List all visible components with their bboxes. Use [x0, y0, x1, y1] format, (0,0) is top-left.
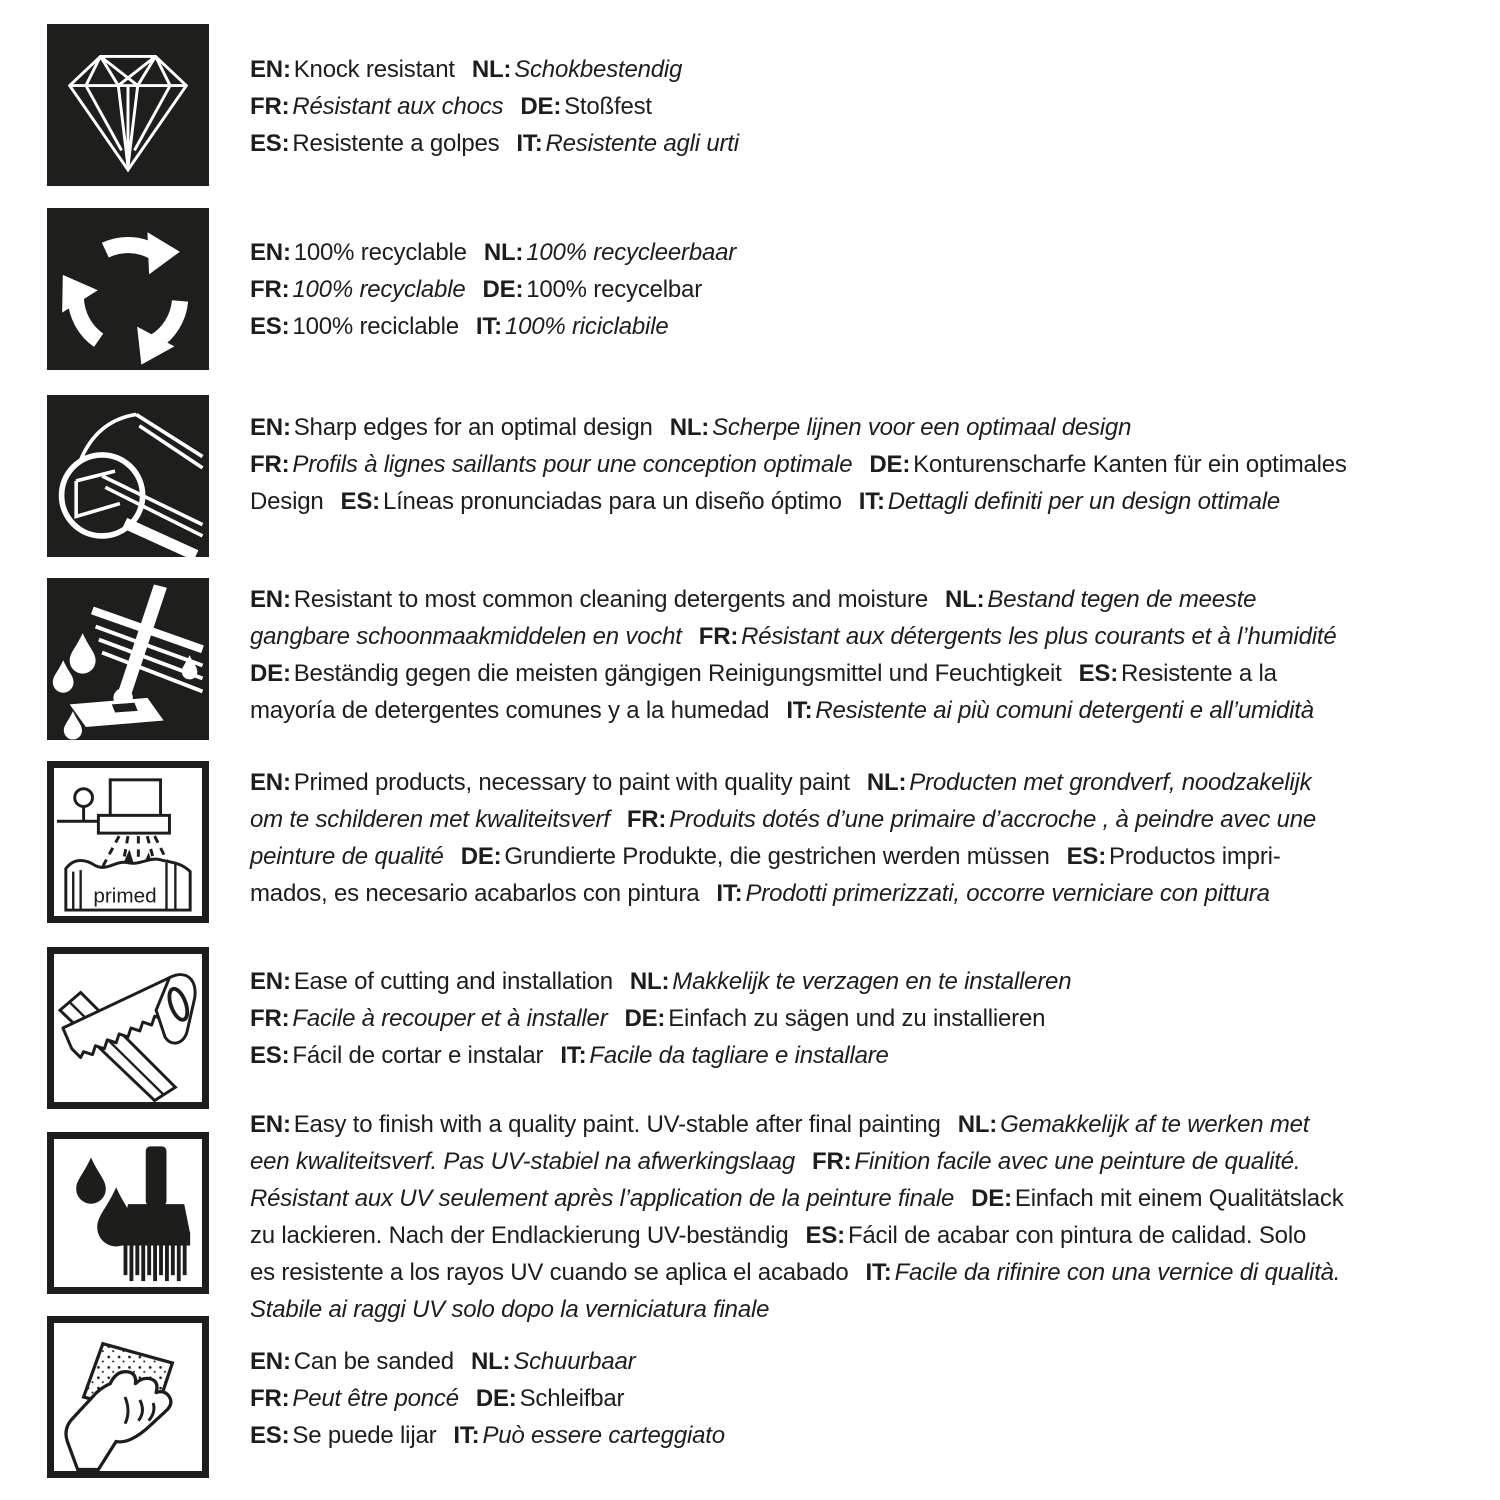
language-chunk [250, 806, 610, 833]
language-label: EN: [250, 239, 291, 266]
language-text: Facile à recouper et à installer [292, 1005, 608, 1032]
language-label: DE: [869, 451, 911, 478]
language-text: Finition facile avec une peinture de qualité. [854, 1148, 1301, 1175]
feature-text-easy-finish [250, 1106, 1344, 1328]
language-chunk [250, 769, 850, 796]
language-text: mayoría de detergentes comunes y a la humedad [250, 697, 770, 724]
language-label: ES: [1066, 843, 1107, 870]
language-text: Dettagli definiti per un design ottimale [887, 488, 1281, 515]
primed-label: primed [93, 884, 157, 908]
language-chunk [866, 1259, 1341, 1286]
language-text: gangbare schoonmaakmiddelen en vocht [250, 623, 682, 650]
text-line [250, 1143, 1344, 1180]
language-label: FR: [250, 1385, 290, 1412]
text-line [250, 51, 739, 88]
language-text: mados, es necesario acabarlos con pintura [250, 880, 700, 907]
text-line [250, 655, 1337, 692]
language-label: EN: [250, 1348, 291, 1375]
language-chunk [484, 239, 736, 266]
language-text: Fácil de cortar e instalar [292, 1042, 544, 1069]
language-label: NL: [470, 1348, 511, 1375]
language-label: DE: [460, 843, 502, 870]
language-text: Produits dotés d’une primaire d’accroche , à peindre avec une [669, 806, 1317, 833]
language-chunk [250, 1111, 941, 1138]
language-text: Prodotti primerizzati, occorre verniciare con pittura [745, 880, 1270, 907]
language-chunk [867, 769, 1312, 796]
language-chunk [520, 93, 652, 120]
language-chunk [250, 276, 466, 303]
language-label: ES: [805, 1222, 845, 1249]
language-label: EN: [250, 769, 291, 796]
language-label: FR: [250, 93, 290, 120]
language-chunk [250, 880, 699, 907]
language-text: Facile da tagliare e installare [589, 1042, 889, 1069]
language-text: om te schilderen met kwaliteitsverf [250, 806, 610, 833]
text-line [250, 88, 739, 125]
language-text: Résistant aux UV seulement après l’application de la peinture finale [250, 1185, 955, 1212]
language-text: Scherpe lijnen voor een optimaal design [712, 414, 1132, 441]
language-label: EN: [250, 1111, 291, 1138]
language-text: Fácil de acabar con pintura de calidad. Solo [847, 1222, 1307, 1249]
text-line [250, 1037, 1071, 1074]
language-text: Resistente a la [1121, 660, 1277, 687]
language-label: IT: [475, 313, 502, 340]
language-label: IT: [858, 488, 885, 515]
language-chunk [250, 1296, 769, 1323]
language-text: Schuurbaar [513, 1348, 636, 1375]
language-chunk [516, 130, 739, 157]
language-chunk [250, 1148, 795, 1175]
language-chunk [250, 414, 653, 441]
language-chunk [476, 313, 669, 340]
language-chunk [250, 130, 499, 157]
text-line [250, 125, 739, 162]
language-chunk [1079, 660, 1277, 687]
language-label: DE: [482, 276, 524, 303]
language-text: Productos impri- [1109, 843, 1281, 870]
language-chunk [1067, 843, 1281, 870]
language-label: IT: [516, 130, 543, 157]
language-label: NL: [866, 769, 907, 796]
language-text: 100% recyclable [292, 276, 466, 303]
text-line [250, 271, 736, 308]
language-text: Knock resistant [293, 56, 455, 83]
feature-text-primed [250, 764, 1316, 912]
language-text: Líneas pronunciadas para un diseño óptimo [382, 488, 842, 515]
language-text: Design [250, 488, 324, 515]
language-label: NL: [957, 1111, 998, 1138]
language-chunk [250, 1422, 436, 1449]
language-chunk [483, 276, 703, 303]
language-text: Résistant aux détergents les plus courants et à l’humidité [741, 623, 1337, 650]
language-label: IT: [716, 880, 743, 907]
language-text: Konturenscharfe Kanten für ein optimales [913, 451, 1347, 478]
language-chunk [476, 1385, 624, 1412]
language-text: Primed products, necessary to paint with quality paint [293, 769, 850, 796]
language-text: Gemakkelijk af te werken met [1000, 1111, 1310, 1138]
language-chunk [670, 414, 1132, 441]
paint-brush-icon [47, 1132, 209, 1294]
text-line [250, 618, 1337, 655]
language-chunk [716, 880, 1269, 907]
text-line [250, 1254, 1344, 1291]
text-line [250, 446, 1347, 483]
language-chunk [471, 1348, 635, 1375]
language-label: ES: [250, 130, 290, 157]
text-line [250, 308, 736, 345]
language-label: FR: [250, 276, 290, 303]
language-chunk [250, 1348, 454, 1375]
language-text: Resistente a golpes [292, 130, 500, 157]
language-text: een kwaliteitsverf. Pas UV-stabiel na afwerkingslaag [250, 1148, 795, 1175]
language-chunk [627, 806, 1316, 833]
language-label: EN: [250, 414, 291, 441]
language-chunk [250, 488, 324, 515]
language-label: EN: [250, 968, 291, 995]
language-label: ES: [250, 1422, 290, 1449]
recycle-icon [47, 208, 209, 370]
language-chunk [453, 1422, 724, 1449]
language-label: FR: [250, 451, 290, 478]
language-chunk [250, 586, 928, 613]
language-label: IT: [560, 1042, 587, 1069]
text-line [250, 1217, 1344, 1254]
language-label: FR: [250, 1005, 290, 1032]
language-label: FR: [626, 806, 667, 833]
language-label: ES: [1078, 660, 1119, 687]
language-chunk [472, 56, 682, 83]
text-line [250, 963, 1071, 1000]
language-label: DE: [520, 93, 562, 120]
text-line [250, 1291, 1344, 1328]
feature-text-easy-cutting [250, 963, 1071, 1074]
magnifier-edge-icon [47, 395, 209, 557]
text-line [250, 581, 1337, 618]
language-chunk [341, 488, 842, 515]
language-text: 100% reciclable [292, 313, 459, 340]
language-label: DE: [624, 1005, 666, 1032]
language-text: peinture de qualité [250, 843, 444, 870]
language-label: EN: [250, 56, 291, 83]
language-chunk [250, 56, 455, 83]
language-chunk [250, 1222, 789, 1249]
text-line [250, 1380, 725, 1417]
language-chunk [812, 1148, 1300, 1175]
language-label: ES: [250, 1042, 290, 1069]
language-label: ES: [250, 313, 290, 340]
language-text: 100% recyclable [293, 239, 467, 266]
text-line [250, 409, 1347, 446]
language-label: ES: [340, 488, 380, 515]
language-text: Resistente agli urti [545, 130, 739, 157]
language-text: Può essere carteggiato [482, 1422, 725, 1449]
diamond-icon [47, 24, 209, 186]
language-label: DE: [971, 1185, 1012, 1212]
language-text: Stoßfest [564, 93, 652, 120]
language-chunk [250, 1042, 543, 1069]
language-text: Easy to finish with a quality paint. UV-stable after final painting [293, 1111, 941, 1138]
sanding-hand-icon [47, 1316, 209, 1478]
language-label: FR: [698, 623, 739, 650]
language-chunk [250, 93, 503, 120]
language-text: Einfach mit einem Qualitätslack [1014, 1185, 1344, 1212]
language-text: Resistant to most common cleaning detergents and moisture [293, 586, 928, 613]
language-label: NL: [945, 586, 985, 613]
language-text: Makkelijk te verzagen en te installeren [672, 968, 1072, 995]
language-text: Schokbestendig [514, 56, 683, 83]
language-chunk [250, 313, 459, 340]
mop-icon [47, 578, 209, 740]
text-line [250, 838, 1316, 875]
language-chunk [250, 660, 1062, 687]
language-chunk [624, 1005, 1045, 1032]
language-text: Profils à lignes saillants pour une conception optimale [292, 451, 853, 478]
language-chunk [630, 968, 1071, 995]
language-text: Sharp edges for an optimal design [293, 414, 653, 441]
language-text: Peut être poncé [292, 1385, 459, 1412]
language-chunk [560, 1042, 888, 1069]
language-chunk [250, 697, 769, 724]
language-label: IT: [865, 1259, 892, 1286]
language-chunk [250, 1385, 459, 1412]
language-chunk [250, 239, 467, 266]
language-text: Producten met grondverf, noodzakelijk [909, 769, 1312, 796]
text-line [250, 483, 1347, 520]
language-chunk [958, 1111, 1310, 1138]
language-text: Beständig gegen die meisten gängigen Reinigungsmittel und Feuchtigkeit [293, 660, 1062, 687]
feature-text-detergent-resistant [250, 581, 1337, 729]
language-chunk [859, 488, 1280, 515]
language-text: zu lackieren. Nach der Endlackierung UV-beständig [250, 1222, 789, 1249]
feature-text-knock-resistant [250, 51, 739, 162]
language-text: Se puede lijar [292, 1422, 437, 1449]
text-line [250, 1180, 1344, 1217]
language-chunk [250, 623, 682, 650]
language-text: Einfach zu sägen und zu installieren [668, 1005, 1046, 1032]
language-chunk [250, 968, 613, 995]
text-line [250, 1106, 1344, 1143]
text-line [250, 234, 736, 271]
language-chunk [250, 843, 444, 870]
language-text: Schleifbar [519, 1385, 625, 1412]
language-label: EN: [250, 586, 291, 613]
language-chunk [786, 697, 1314, 724]
language-text: 100% recycelbar [526, 276, 702, 303]
language-label: NL: [629, 968, 670, 995]
text-line [250, 875, 1316, 912]
language-chunk [461, 843, 1050, 870]
language-text: Ease of cutting and installation [293, 968, 613, 995]
language-chunk [945, 586, 1256, 613]
primer-spray-icon [47, 761, 209, 923]
language-label: NL: [471, 56, 512, 83]
language-chunk [971, 1185, 1343, 1212]
feature-text-sandable [250, 1343, 725, 1454]
language-label: DE: [475, 1385, 517, 1412]
language-text: Résistant aux chocs [292, 93, 504, 120]
text-line [250, 764, 1316, 801]
language-label: IT: [786, 697, 813, 724]
language-label: NL: [483, 239, 524, 266]
language-text: es resistente a los rayos UV cuando se aplica el acabado [250, 1259, 849, 1286]
language-label: FR: [811, 1148, 852, 1175]
language-chunk [250, 1005, 607, 1032]
language-text: 100% recycleerbaar [526, 239, 737, 266]
language-text: Stabile ai raggi UV solo dopo la verniciatura finale [250, 1296, 770, 1323]
feature-text-sharp-edges [250, 409, 1347, 520]
text-line [250, 1417, 725, 1454]
language-text: Facile da rifinire con una vernice di qualità. [894, 1259, 1341, 1286]
language-label: IT: [453, 1422, 480, 1449]
language-chunk [250, 1259, 849, 1286]
text-line [250, 1000, 1071, 1037]
feature-text-recyclable [250, 234, 736, 345]
language-text: 100% riciclabile [504, 313, 669, 340]
language-label: NL: [669, 414, 710, 441]
language-text: Grundierte Produkte, die gestrichen werden müssen [504, 843, 1050, 870]
language-chunk [250, 1185, 954, 1212]
language-text: Can be sanded [293, 1348, 454, 1375]
language-chunk [250, 451, 852, 478]
saw-icon [47, 947, 209, 1109]
text-line [250, 692, 1337, 729]
language-chunk [869, 451, 1346, 478]
language-text: Bestand tegen de meeste [987, 586, 1257, 613]
language-chunk [806, 1222, 1307, 1249]
language-label: DE: [250, 660, 291, 687]
text-line [250, 801, 1316, 838]
language-chunk [699, 623, 1337, 650]
text-line [250, 1343, 725, 1380]
language-text: Resistente ai più comuni detergenti e all’umidità [815, 697, 1314, 724]
